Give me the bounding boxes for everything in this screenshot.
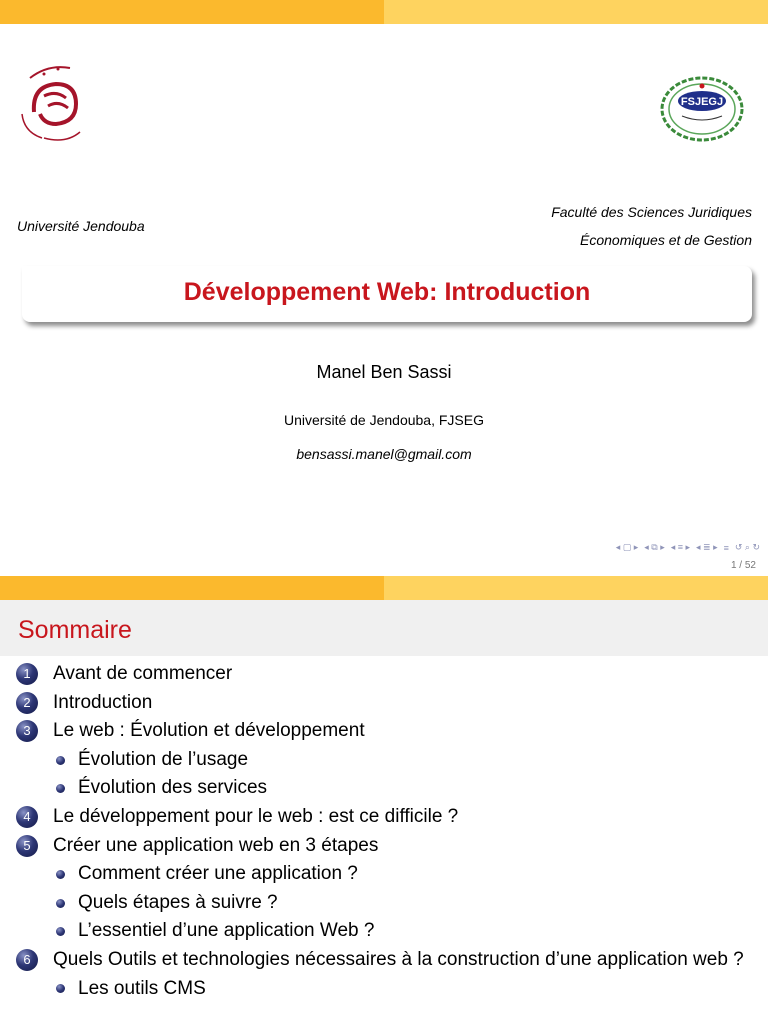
nav-search-icon[interactable]: ↺ ⌕ ↻ <box>734 542 760 552</box>
nav-toc-icon[interactable]: ≡ <box>723 542 729 553</box>
svg-text:FSJEGJ: FSJEGJ <box>680 96 724 108</box>
institution-right-line1: Faculté des Sciences Juridiques <box>551 204 752 220</box>
bullet-dot-icon <box>56 870 65 879</box>
institution-right <box>551 198 752 254</box>
title-box <box>22 266 752 322</box>
nav-frame-icon[interactable]: ◂ ⧉ ▸ <box>644 542 665 552</box>
university-logo <box>14 60 98 144</box>
toc-section[interactable] <box>16 832 756 861</box>
section-number-ball-icon: 4 <box>16 806 38 828</box>
toc-subsection[interactable] <box>16 917 756 946</box>
section-number-ball-icon: 6 <box>16 949 38 971</box>
bullet-dot-icon <box>56 899 65 908</box>
toc-subsection[interactable] <box>16 746 756 775</box>
toc-subsection-label: Les outils CMS <box>78 977 206 999</box>
toc-subsection[interactable] <box>16 774 756 803</box>
toc-section-label: Créer une application web en 3 étapes <box>53 834 379 856</box>
header-bar <box>0 0 768 24</box>
toc-subsection[interactable] <box>16 975 756 1004</box>
section-number-ball-icon: 5 <box>16 835 38 857</box>
toc-section-label: Le développement pour le web : est ce difficile ? <box>53 805 459 827</box>
toc-section-label: Introduction <box>53 691 153 713</box>
section-number-ball-icon: 3 <box>16 720 38 742</box>
nav-subsection-icon[interactable]: ◂ ≡ ▸ <box>670 542 691 552</box>
toc-subsection-label: Comment créer une application ? <box>78 863 358 885</box>
institution-right-line2: Économiques et de Gestion <box>580 232 752 248</box>
institution-left: Université Jendouba <box>17 218 145 234</box>
section-number-ball-icon: 1 <box>16 663 38 685</box>
toc-section[interactable] <box>16 689 756 718</box>
section-number-ball-icon: 2 <box>16 692 38 714</box>
toc-section-label: Avant de commencer <box>53 663 233 684</box>
toc-subsection[interactable] <box>16 889 756 918</box>
frame-title: Sommaire <box>18 616 132 644</box>
toc-section-label: Quels Outils et technologies nécessaires à la construction d’une application web ? <box>53 948 744 970</box>
toc-section[interactable] <box>16 803 756 832</box>
header-bar <box>0 576 768 600</box>
toc-section-label: Le web : Évolution et développement <box>53 720 365 742</box>
author-email: bensassi.manel@gmail.com <box>296 446 472 462</box>
toc-section[interactable] <box>16 660 756 689</box>
nav-section-icon[interactable]: ◂ ≣ ▸ <box>696 542 718 552</box>
bullet-dot-icon <box>56 927 65 936</box>
faculty-logo <box>658 74 746 144</box>
toc-subsection-label: Évolution des services <box>78 777 268 799</box>
bullet-dot-icon <box>56 756 65 765</box>
table-of-contents <box>16 660 756 1003</box>
toc-section[interactable] <box>16 717 756 746</box>
beamer-navigation <box>616 542 760 553</box>
bullet-dot-icon <box>56 984 65 993</box>
toc-subsection-label: Évolution de l’usage <box>78 748 249 770</box>
toc-subsection-label: L’essentiel d’une application Web ? <box>78 920 375 942</box>
toc-section[interactable] <box>16 946 756 975</box>
nav-prev-slide-icon[interactable]: ◂ ▢ ▸ <box>615 542 639 552</box>
outline-slide <box>0 576 768 1024</box>
toc-subsection-label: Quels étapes à suivre ? <box>78 891 278 913</box>
bullet-dot-icon <box>56 784 65 793</box>
toc-subsection[interactable] <box>16 860 756 889</box>
page-number: 1 / 52 <box>730 560 756 571</box>
author-affiliation: Université de Jendouba, FJSEG <box>284 412 484 428</box>
author-name: Manel Ben Sassi <box>316 362 452 382</box>
presentation-title: Développement Web: Introduction <box>183 278 591 306</box>
